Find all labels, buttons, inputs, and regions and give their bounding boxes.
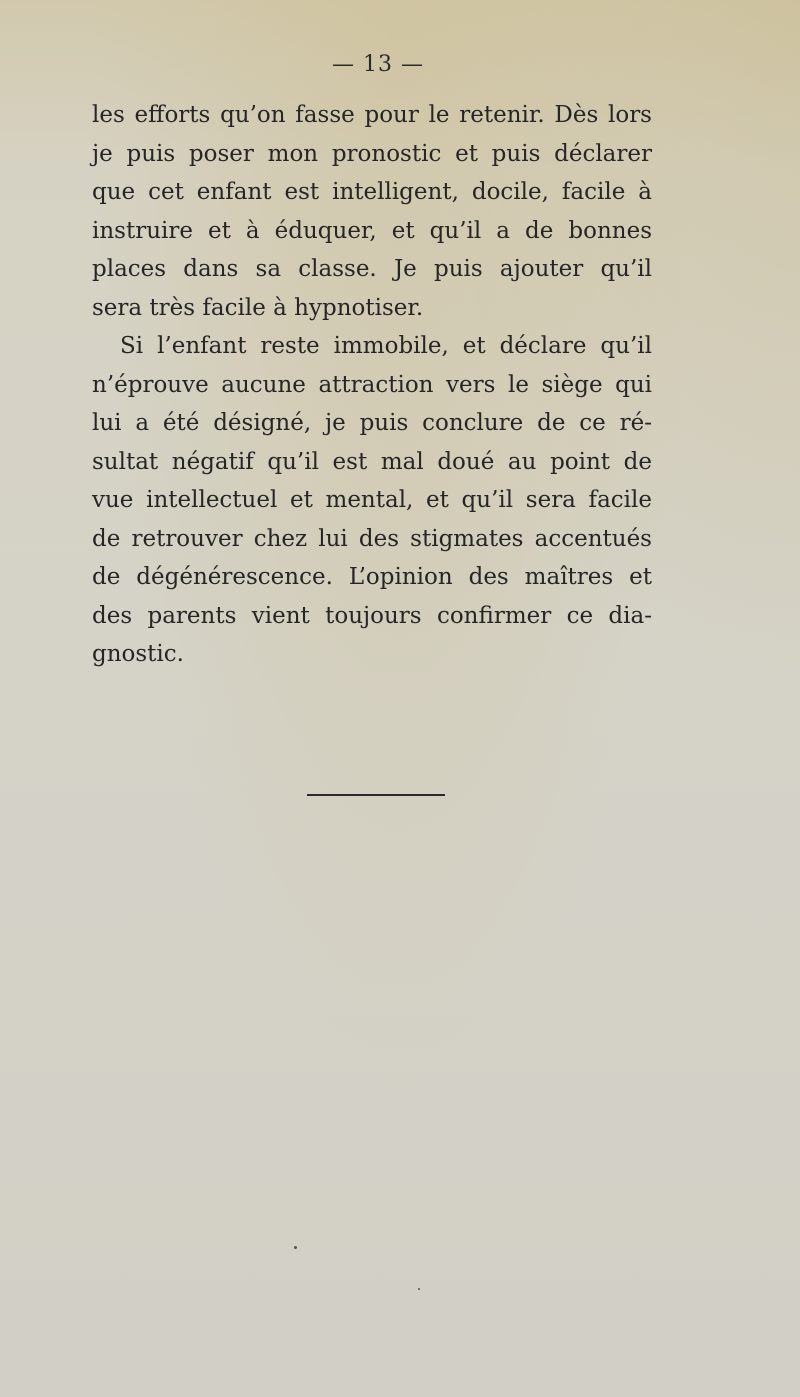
text-line: les efforts qu’on fasse pour le retenir. Dès lors bbox=[92, 102, 652, 128]
text-line: instruire et à éduquer, et qu’il a de bonnes bbox=[92, 217, 652, 244]
text-line: places dans sa classe. Je puis ajouter qu’il bbox=[92, 256, 652, 282]
paragraph-1 bbox=[92, 96, 652, 327]
text-line: que cet enfant est intelligent, docile, facile à bbox=[92, 179, 652, 205]
paragraph-2 bbox=[92, 327, 652, 674]
text-line: sultat négatif qu’il est mal doué au point de bbox=[92, 448, 652, 475]
text-line: vue intellectuel et mental, et qu’il sera facile bbox=[92, 487, 652, 513]
text-line: Si l’enfant reste immobile, et déclare qu’il bbox=[120, 333, 652, 359]
paper-speck bbox=[294, 1246, 297, 1249]
text-line: des parents vient toujours confirmer ce dia- bbox=[92, 602, 652, 629]
page-number: — 13 — bbox=[332, 52, 424, 77]
text-line: lui a été désigné, je puis conclure de ce ré- bbox=[92, 410, 652, 436]
text-line: gnostic. bbox=[92, 641, 184, 667]
body-text bbox=[92, 96, 652, 674]
text-line: de dégénérescence. L’opinion des maîtres et bbox=[92, 564, 652, 590]
text-line: n’éprouve aucune attraction vers le siège qui bbox=[92, 371, 652, 398]
section-divider-rule bbox=[307, 794, 445, 796]
text-line: je puis poser mon pronostic et puis déclarer bbox=[92, 140, 652, 167]
text-line: sera très facile à hypnotiser. bbox=[92, 294, 424, 321]
text-line: de retrouver chez lui des stigmates accentués bbox=[92, 525, 652, 552]
paper-speck bbox=[418, 1288, 420, 1290]
